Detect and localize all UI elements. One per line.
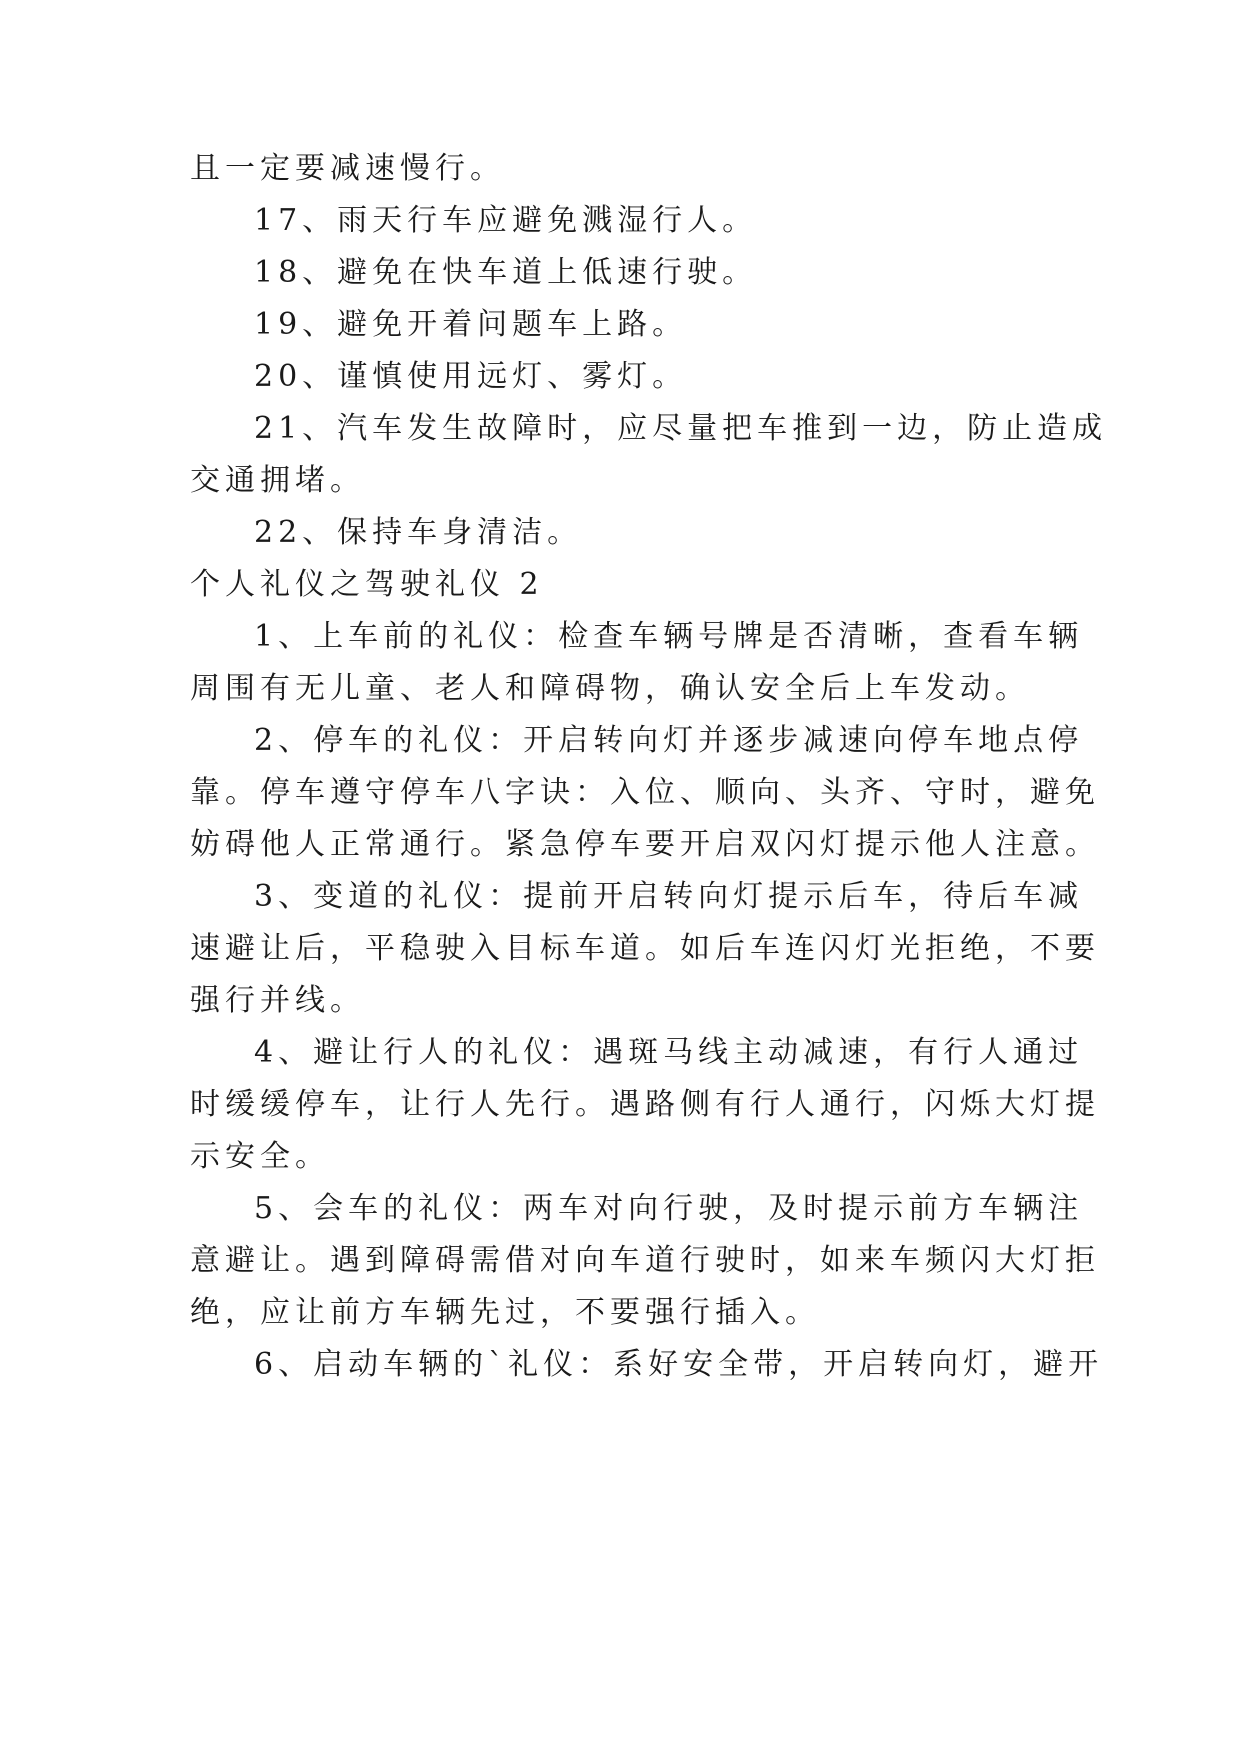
list-item-1: 1、上车前的礼仪：检查车辆号牌是否清晰，查看车辆 [254, 619, 1084, 654]
list-item-20: 20、谨慎使用远灯、雾灯。 [254, 359, 688, 394]
text-line: 强行并线。 [190, 983, 365, 1018]
text-line: 意避让。遇到障碍需借对向车道行驶时，如来车频闪大灯拒 [190, 1243, 1100, 1278]
section-heading: 个人礼仪之驾驶礼仪 2 [190, 567, 544, 602]
text-line: 交通拥堵。 [190, 463, 365, 498]
list-item-17: 17、雨天行车应避免溅湿行人。 [254, 203, 758, 238]
text-line: 周围有无儿童、老人和障碍物，确认安全后上车发动。 [190, 671, 1030, 706]
text-line: 且一定要减速慢行。 [190, 151, 505, 186]
list-item-19: 19、避免开着问题车上路。 [254, 307, 688, 342]
list-item-18: 18、避免在快车道上低速行驶。 [254, 255, 758, 290]
text-line: 靠。停车遵守停车八字诀：入位、顺向、头齐、守时，避免 [190, 775, 1100, 810]
text-line: 速避让后，平稳驶入目标车道。如后车连闪灯光拒绝，不要 [190, 931, 1100, 966]
list-item-21: 21、汽车发生故障时，应尽量把车推到一边，防止造成 [254, 411, 1108, 446]
list-item-6: 6、启动车辆的`礼仪：系好安全带，开启转向灯，避开 [254, 1347, 1104, 1382]
text-line: 示安全。 [190, 1139, 330, 1174]
document-body [190, 0, 1108, 1508]
text-line: 时缓缓停车，让行人先行。遇路侧有行人通行，闪烁大灯提 [190, 1087, 1100, 1122]
list-item-5: 5、会车的礼仪：两车对向行驶，及时提示前方车辆注 [254, 1191, 1084, 1226]
list-item-22: 22、保持车身清洁。 [254, 515, 583, 550]
list-item-3: 3、变道的礼仪：提前开启转向灯提示后车，待后车减 [254, 879, 1084, 914]
text-line: 妨碍他人正常通行。紧急停车要开启双闪灯提示他人注意。 [190, 827, 1100, 862]
list-item-2: 2、停车的礼仪：开启转向灯并逐步减速向停车地点停 [254, 723, 1084, 758]
list-item-4: 4、避让行人的礼仪：遇斑马线主动减速，有行人通过 [254, 1035, 1084, 1070]
text-line: 绝，应让前方车辆先过，不要强行插入。 [190, 1295, 820, 1330]
